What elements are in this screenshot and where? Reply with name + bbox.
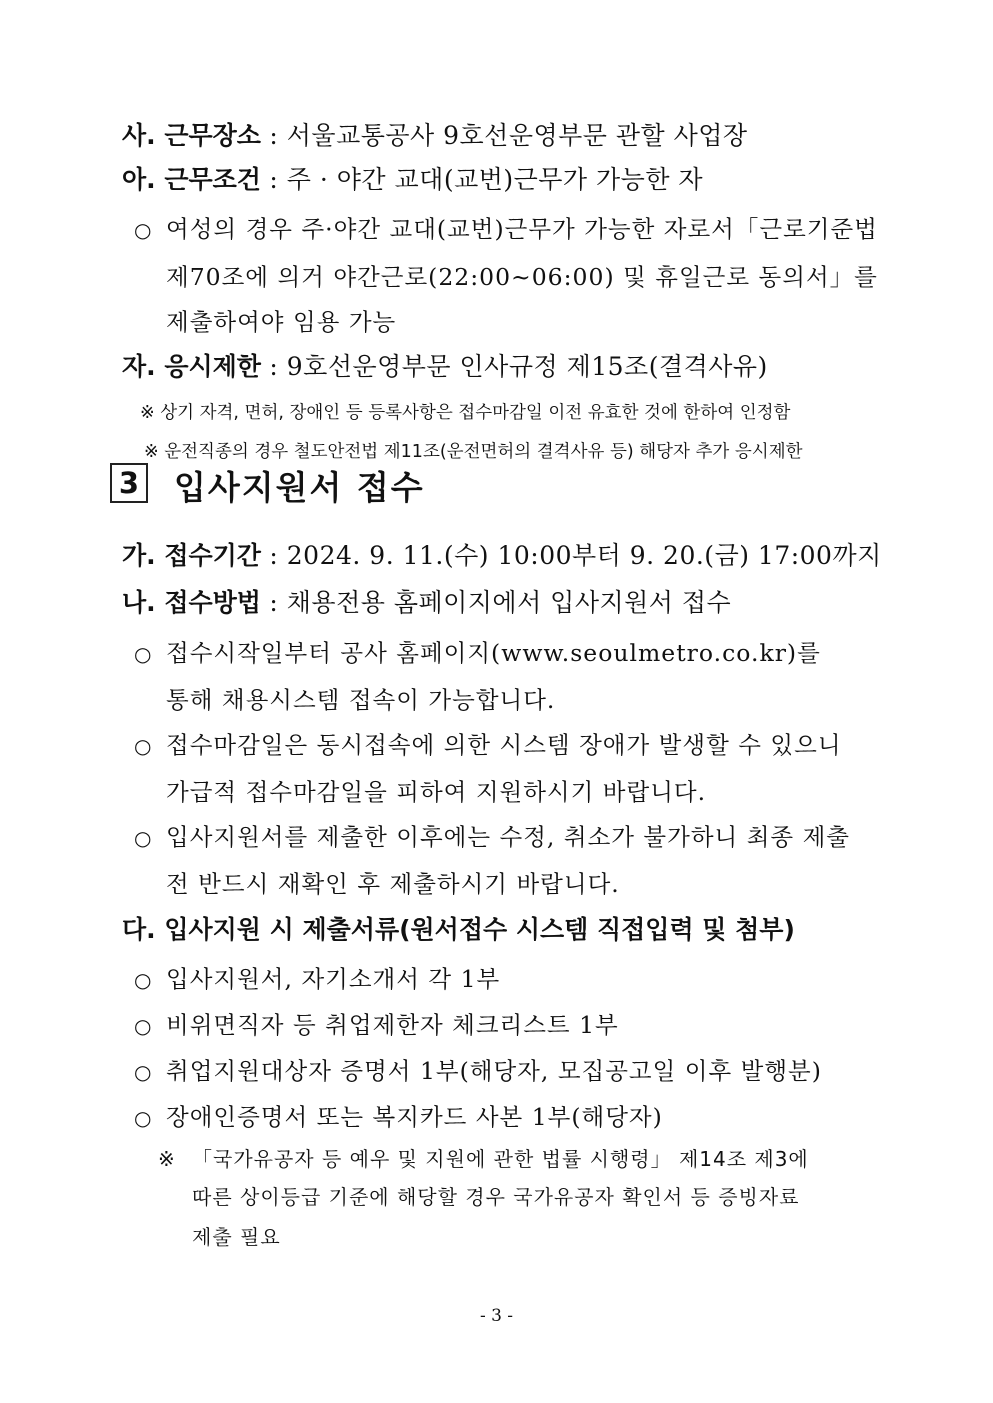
item-separator: : bbox=[260, 541, 287, 570]
item-application-period bbox=[122, 536, 882, 572]
note-paragraph bbox=[158, 1143, 809, 1172]
section-number-box: 3 bbox=[110, 463, 148, 503]
page-number: - 3 - bbox=[479, 1306, 514, 1326]
item-application-restriction bbox=[122, 347, 768, 383]
reference-mark-icon: ※ bbox=[158, 1147, 176, 1171]
bullet-line: 취업지원대상자 증명서 1부(해당자, 모집공고일 이후 발행분) bbox=[166, 1057, 822, 1085]
note-line: 「국가유공자 등 예우 및 지원에 관한 법률 시행령」 제14조 제3에 bbox=[192, 1147, 809, 1171]
circle-bullet-icon: ○ bbox=[134, 826, 152, 850]
circle-bullet-icon: ○ bbox=[134, 1106, 152, 1130]
bullet-line: 전 반드시 재확인 후 제출하시기 바랍니다. bbox=[166, 870, 620, 898]
bullet-paragraph bbox=[134, 1052, 822, 1086]
note-line: 따른 상이등급 기준에 해당할 경우 국가유공자 확인서 등 증빙자료 bbox=[192, 1185, 800, 1209]
bullet-line: 접수마감일은 동시접속에 의한 시스템 장애가 발생할 수 있으니 bbox=[166, 731, 842, 759]
item-label: 나. 접수방법 bbox=[122, 588, 261, 617]
item-label: 사. 근무장소 bbox=[122, 121, 261, 150]
item-separator: : bbox=[260, 165, 287, 194]
item-text: 9호선운영부문 인사규정 제15조(결격사유) bbox=[286, 352, 768, 381]
bullet-paragraph bbox=[134, 818, 850, 852]
bullet-paragraph bbox=[134, 210, 878, 244]
item-application-method bbox=[122, 583, 731, 619]
item-label: 가. 접수기간 bbox=[122, 541, 261, 570]
item-work-conditions bbox=[122, 160, 703, 196]
note-line: ※ 상기 자격, 면허, 장애인 등 등록사항은 접수마감일 이전 유효한 것에 한하여 인정함 bbox=[140, 403, 791, 423]
bullet-line: 통해 채용시스템 접속이 가능합니다. bbox=[166, 686, 556, 714]
item-required-documents-heading: 다. 입사지원 시 제출서류(원서접수 시스템 직접입력 및 첨부) bbox=[122, 915, 795, 944]
item-text: 서울교통공사 9호선운영부문 관할 사업장 bbox=[286, 121, 748, 150]
section-title: 입사지원서 접수 bbox=[174, 468, 425, 507]
item-separator: : bbox=[260, 352, 287, 381]
bullet-paragraph bbox=[134, 634, 821, 668]
bullet-line: 제출하여야 임용 가능 bbox=[166, 308, 397, 336]
bullet-paragraph bbox=[134, 1098, 663, 1132]
bullet-line: 입사지원서를 제출한 이후에는 수정, 취소가 불가하니 최종 제출 bbox=[166, 823, 850, 851]
bullet-line: 가급적 접수마감일을 피하여 지원하시기 바랍니다. bbox=[166, 778, 707, 806]
item-separator: : bbox=[260, 121, 287, 150]
item-text: 채용전용 홈페이지에서 입사지원서 접수 bbox=[286, 588, 732, 617]
circle-bullet-icon: ○ bbox=[134, 642, 152, 666]
note-line: ※ 운전직종의 경우 철도안전법 제11조(운전면허의 결격사유 등) 해당자 추가 응시제한 bbox=[144, 442, 803, 462]
note-line: 제출 필요 bbox=[192, 1225, 281, 1249]
bullet-line: 제70조에 의거 야간근로(22:00~06:00) 및 휴일근로 동의서」를 bbox=[166, 263, 878, 291]
item-label: 아. 근무조건 bbox=[122, 165, 261, 194]
bullet-line: 여성의 경우 주·야간 교대(교번)근무가 가능한 자로서「근로기준법 bbox=[166, 215, 878, 243]
item-separator: : bbox=[260, 588, 287, 617]
circle-bullet-icon: ○ bbox=[134, 218, 152, 242]
item-text: 2024. 9. 11.(수) 10:00부터 9. 20.(금) 17:00까지 bbox=[286, 541, 882, 570]
bullet-paragraph bbox=[134, 726, 842, 760]
bullet-paragraph bbox=[134, 960, 500, 994]
item-work-location bbox=[122, 116, 748, 152]
circle-bullet-icon: ○ bbox=[134, 1060, 152, 1084]
bullet-line: 접수시작일부터 공사 홈페이지(www.seoulmetro.co.kr)를 bbox=[166, 639, 821, 667]
item-text: 주 · 야간 교대(교번)근무가 가능한 자 bbox=[286, 165, 704, 194]
item-label: 자. 응시제한 bbox=[122, 352, 261, 381]
bullet-line: 장애인증명서 또는 복지카드 사본 1부(해당자) bbox=[166, 1103, 663, 1131]
bullet-line: 비위면직자 등 취업제한자 체크리스트 1부 bbox=[166, 1011, 619, 1039]
bullet-line: 입사지원서, 자기소개서 각 1부 bbox=[166, 965, 501, 993]
circle-bullet-icon: ○ bbox=[134, 734, 152, 758]
bullet-paragraph bbox=[134, 1006, 619, 1040]
circle-bullet-icon: ○ bbox=[134, 968, 152, 992]
circle-bullet-icon: ○ bbox=[134, 1014, 152, 1038]
